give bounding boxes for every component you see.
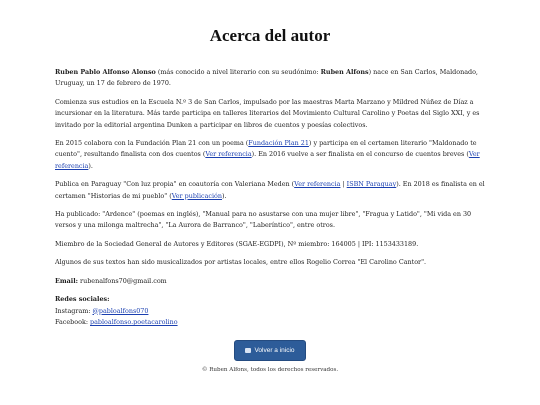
page — [55, 0, 485, 373]
author-full-name: Ruben Pablo Alfonso Alonso — [55, 68, 156, 76]
text-span: ). En 2016 vuelve a ser finalista en el concurso de cuentos breves ( — [251, 150, 469, 159]
text-span: (más conocido a nivel literario con su seudónimo: — [155, 68, 321, 76]
social-heading: Redes sociales: — [55, 295, 110, 304]
bio-sgae-paragraph: Miembro de la Sociedad General de Autores y Editores (SGAE-EGDPI), Nº miembro: 164005 | IPI: 1153433189. — [55, 239, 419, 248]
button-wrap — [55, 337, 485, 361]
bio-publications-paragraph: Ha publicado: "Ardence" (poemas en inglés), "Manual para no asustarse con una mujer libre", "Fragua y Latido", "Mi vida en 30 versos y una milonga maltrecha", "La Aurora de Barranco", "Laberíntico", entre otros. — [55, 210, 472, 230]
author-pseudonym: Ruben Alfons — [320, 68, 369, 76]
reference-link-3[interactable]: Ver referencia — [294, 180, 341, 189]
plan21-link[interactable]: Fundación Plan 21 — [248, 139, 309, 148]
back-icon — [245, 348, 251, 353]
reference-link-1[interactable]: Ver referencia — [205, 150, 252, 159]
facebook-label: Facebook: — [55, 317, 91, 326]
text-span: En 2015 colabora con la Fundación Plan 21 con un poema ( — [55, 139, 249, 148]
facebook-link[interactable]: pabloalfonso.poetacarolino — [90, 317, 178, 326]
bio-music-paragraph: Algunos de sus textos han sido musicalizados por artistas locales, entre ellos Rogelio Correa "El Carolino Cantor". — [55, 258, 427, 267]
text-span: ) y participa en el certamen literario "Maldonado te cuento", resultando finalista con dos cuentos ( — [55, 139, 477, 159]
bio-studies-paragraph: Comienza sus estudios en la Escuela N.º 3 de San Carlos, impulsado por las maestras Marta Marzano y Mildred Núñez de Díaz a incursionar en la literatura. Más tarde participa en talleres literarios del Movimiento Cultural Carolino y Poetas del Siglo XXI, y es invitado por la editorial argentina Dunken a participar en libros de cuentos y poesías colectivos. — [55, 97, 480, 129]
email-line — [55, 276, 485, 287]
bio-intro-paragraph — [55, 67, 485, 90]
text-span: Publica en Paraguay "Con luz propia" en coautoría con Valeriana Meden ( — [55, 180, 295, 189]
footer-copyright: © Ruben Alfons, todos los derechos reservados. — [201, 367, 339, 374]
bio-paraguay-paragraph — [55, 179, 485, 202]
publication-link[interactable]: Ver publicación — [171, 191, 222, 200]
text-span: ). En 2018 es finalista en el certamen "Historias de mi pueblo" ( — [55, 180, 485, 200]
separator: | — [340, 180, 347, 189]
page-title: Acerca del autor — [209, 26, 331, 45]
email-value: rubenalfons70@gmail.com — [78, 276, 167, 285]
bio-2015-paragraph — [55, 138, 485, 172]
isbn-paraguay-link[interactable]: ISBN Paraguay — [346, 180, 397, 189]
instagram-link[interactable]: @pabloalfons070 — [92, 306, 149, 315]
reference-link-2[interactable]: Ver referencia — [55, 150, 480, 170]
text-span: ) nace en San Carlos, Maldonado, Uruguay, un 17 de febrero de 1970. — [55, 68, 478, 88]
back-to-home-button[interactable] — [234, 340, 305, 361]
back-button-label: Volver a inicio — [254, 347, 295, 355]
instagram-label: Instagram: — [55, 306, 93, 315]
email-label: Email: — [55, 276, 78, 285]
text-span: ). — [88, 161, 93, 170]
text-span: ). — [222, 191, 227, 200]
social-networks — [55, 294, 485, 328]
